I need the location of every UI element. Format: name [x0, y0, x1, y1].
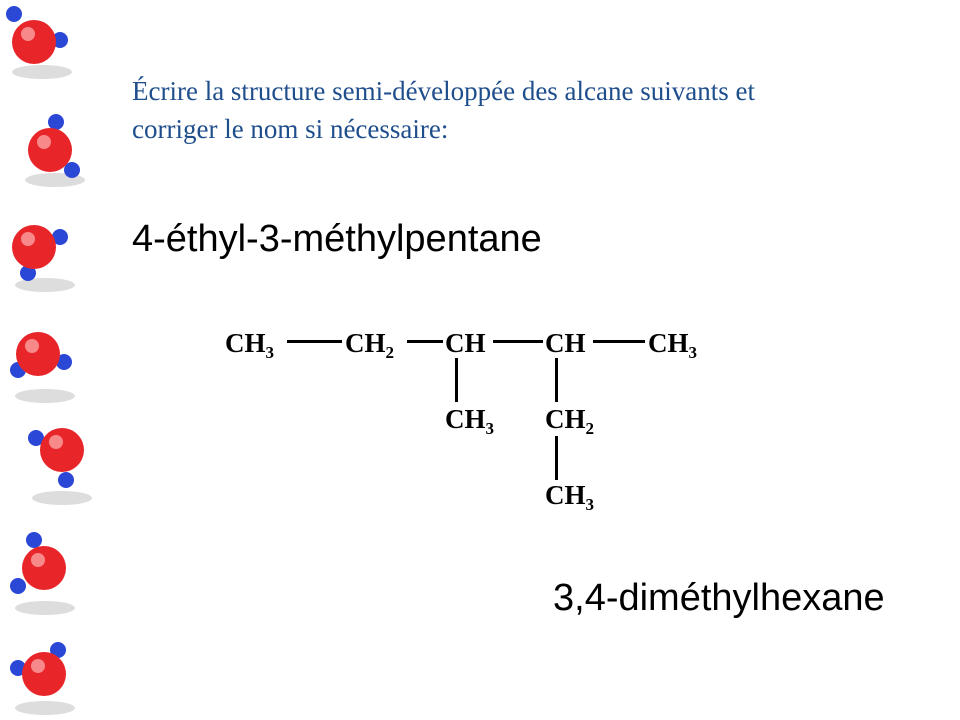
instruction-line-1: Écrire la structure semi-développée des alcane suivants et	[132, 76, 755, 106]
bond-ethyl-internal	[555, 436, 558, 480]
bond-methyl-branch	[455, 358, 458, 402]
chain-group-4: CH	[545, 328, 586, 358]
molecule-icon	[0, 528, 110, 618]
bond-ethyl-branch	[555, 358, 558, 402]
molecule-sidebar	[0, 0, 110, 720]
bond-3-4	[493, 340, 543, 343]
corrected-compound-name: 3,4-diméthylhexane	[553, 577, 885, 619]
chain-group-2: $CH_2$	[345, 328, 394, 362]
chain-group-1: $CH_3$	[225, 328, 274, 362]
chain-group-3: CH	[445, 328, 486, 358]
chain-group-5: $CH_3$	[648, 328, 697, 362]
instruction-text	[132, 72, 932, 148]
ethyl-branch-group-2: $CH_3$	[545, 480, 594, 514]
molecule-icon	[0, 0, 110, 90]
molecule-icon	[0, 100, 110, 190]
ethyl-branch-group-1: $CH_2$	[545, 404, 594, 438]
molecule-icon	[0, 318, 110, 408]
bond-2-3	[407, 340, 443, 343]
methyl-branch-group: $CH_3$	[445, 404, 494, 438]
given-compound-name: 4-éthyl-3-méthylpentane	[132, 218, 542, 260]
molecule-icon	[0, 205, 110, 295]
molecule-icon	[0, 630, 110, 720]
bond-1-2	[287, 340, 342, 343]
molecule-icon	[0, 420, 110, 510]
bond-4-5	[593, 340, 645, 343]
instruction-line-2: corriger le nom si nécessaire:	[132, 114, 449, 144]
